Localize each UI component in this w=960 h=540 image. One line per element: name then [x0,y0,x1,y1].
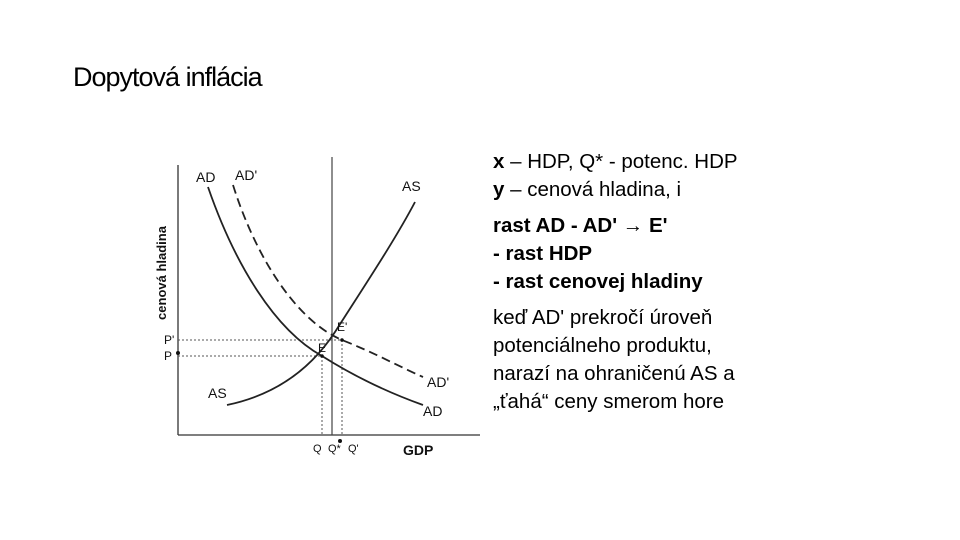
e-label: E [318,341,327,355]
point-e2 [340,338,344,342]
note-text-y: – cenová hladina, i [504,178,682,201]
note-line-4: - rast HDP [493,242,593,265]
x-axis-label: GDP [403,442,434,458]
qstar-label: Q* [328,443,341,455]
notes-panel [493,148,933,416]
ad-curve [208,187,423,405]
note-text-x: – HDP, Q* - potenc. HDP [504,150,738,173]
note-line-9: „ťahá“ ceny smerom hore [493,390,724,413]
as-curve [227,202,415,405]
ad-right-label: AD [423,403,443,419]
as-bottom-label: AS [208,385,227,401]
ad-top-label: AD [196,169,216,185]
slide-title: Dopytová inflácia [73,62,262,92]
price-marker [176,351,180,355]
y-axis-label: cenová hladina [154,226,169,320]
q2-label: Q' [348,443,359,455]
as-top-label: AS [402,178,421,194]
note-line-3: rast AD - AD' → E' [493,214,668,237]
ad-as-diagram [145,155,480,465]
p2-label: P' [164,333,175,347]
ad2-top-label: AD' [235,167,258,183]
note-line-5: - rast cenovej hladiny [493,270,703,293]
note-line-6: keď AD' prekročí úroveň [493,306,713,329]
note-line-1 [493,148,933,176]
p-label: P [164,349,173,363]
note-key-y: y [493,178,505,201]
note-line-7: potenciálneho produktu, [493,334,712,357]
note-line-8: narazí na ohraničenú AS a [493,362,735,385]
ad2-curve [233,185,423,377]
q-label: Q [313,443,322,455]
note-key-x: x [493,150,505,173]
ad2-right-label: AD' [427,374,450,390]
note-line-2 [493,176,933,204]
e2-label: E' [337,320,348,334]
diagram-svg [145,155,480,465]
